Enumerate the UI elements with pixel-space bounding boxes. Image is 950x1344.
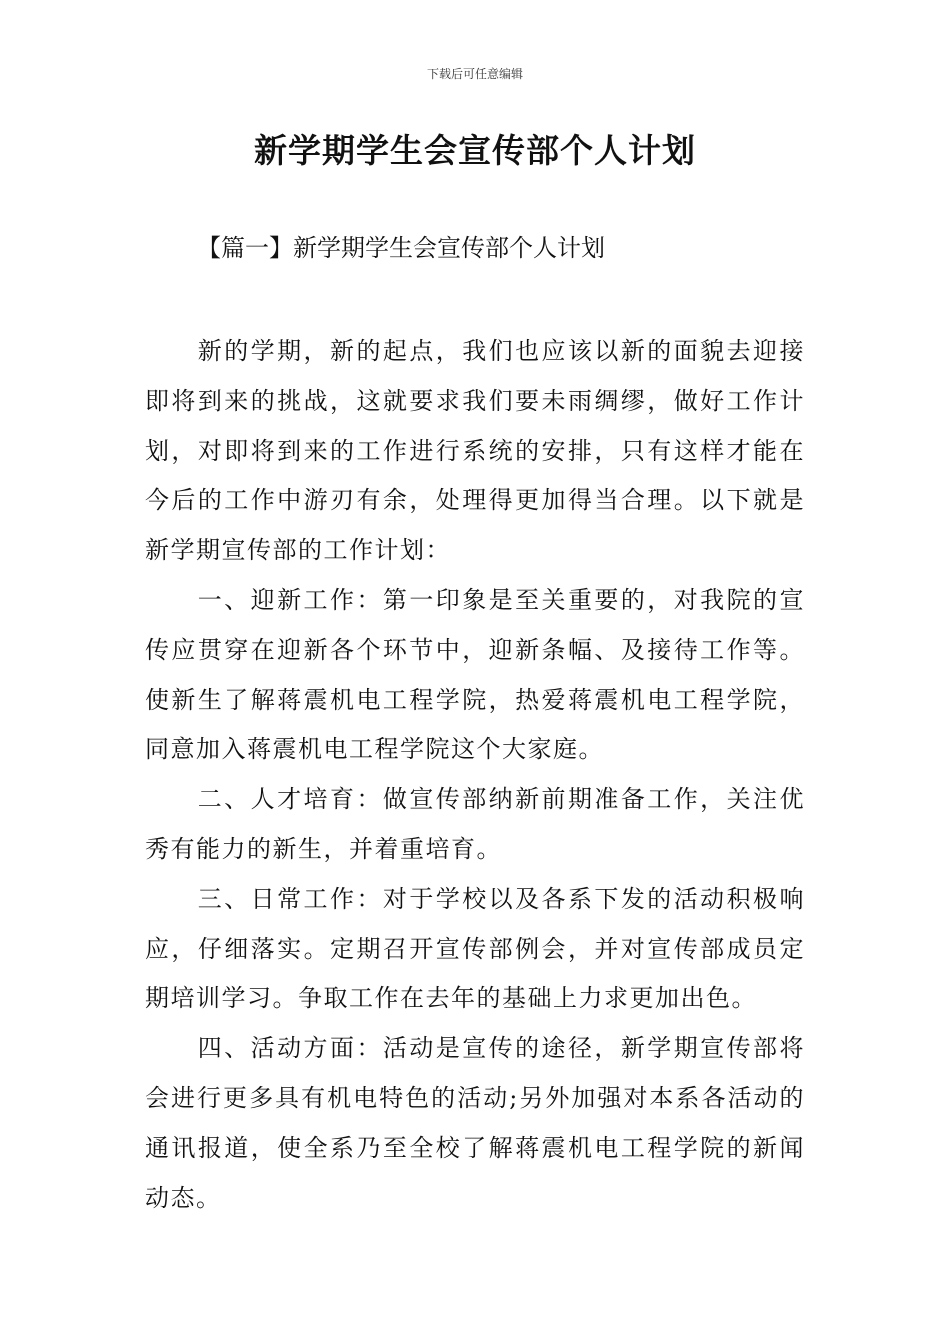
paragraph-talent-cultivation: 二、人才培育：做宣传部纳新前期准备工作，关注优秀有能力的新生，并着重培育。 <box>145 785 805 863</box>
section-subtitle: 【篇一】新学期学生会宣传部个人计划 <box>197 234 605 262</box>
header-note: 下载后可任意编辑 <box>426 67 523 81</box>
paragraph-activities: 四、活动方面：活动是宣传的途径，新学期宣传部将会进行更多具有机电特色的活动;另外加强对本系各活动的通讯报道，使全系乃至全校了解蒋震机电工程学院的新闻动态。 <box>145 1034 805 1212</box>
document-body <box>145 327 805 1223</box>
document-title: 新学期学生会宣传部个人计划 <box>254 131 696 170</box>
paragraph-welcome-work: 一、迎新工作：第一印象是至关重要的，对我院的宣传应贯穿在迎新各个环节中，迎新条幅、及接待工作等。使新生了解蒋震机电工程学院，热爱蒋震机电工程学院，同意加入蒋震机电工程学院这个大家庭。 <box>145 585 805 764</box>
paragraph-daily-work: 三、日常工作：对于学校以及各系下发的活动积极响应，仔细落实。定期召开宣传部例会，并对宣传部成员定期培训学习。争取工作在去年的基础上力求更加出色。 <box>145 884 805 1013</box>
paragraph-intro: 新的学期，新的起点，我们也应该以新的面貌去迎接即将到来的挑战，这就要求我们要未雨绸缪，做好工作计划，对即将到来的工作进行系统的安排，只有这样才能在今后的工作中游刃有余，处理得更加得当合理。以下就是新学期宣传部的工作计划： <box>145 337 805 565</box>
